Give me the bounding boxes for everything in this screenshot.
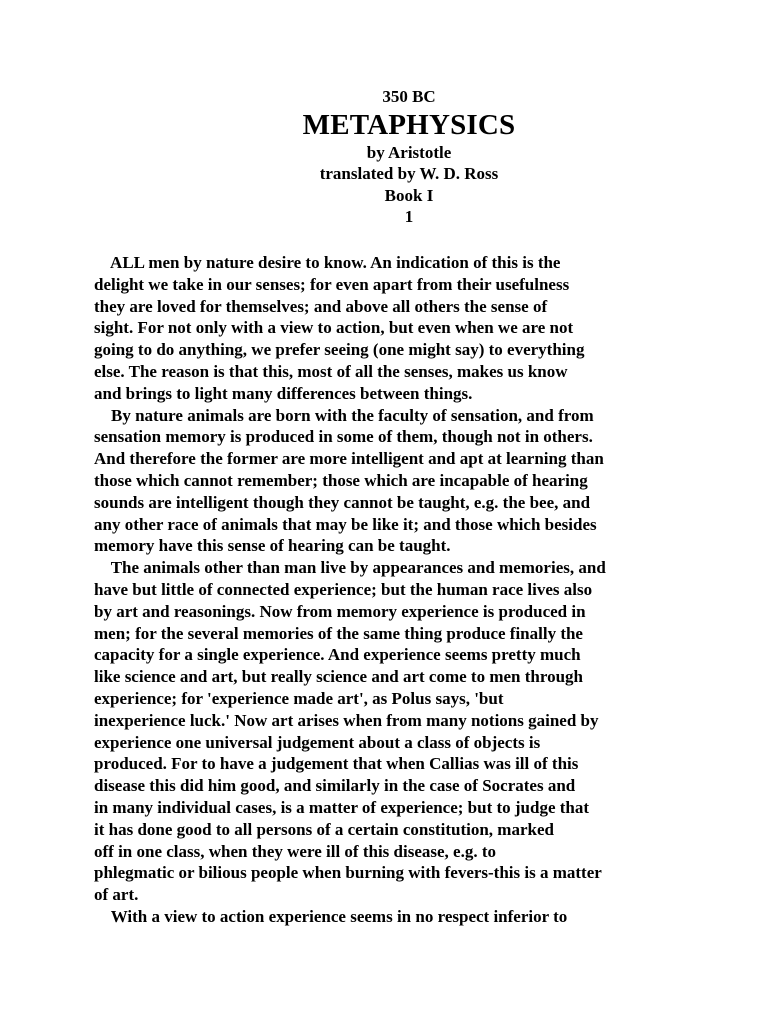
chapter-number: 1 [404, 207, 414, 226]
text-line: by art and reasonings. Now from memory experience is produced in [94, 601, 586, 621]
text-line: men; for the several memories of the same thing produce finally the [94, 623, 583, 643]
text-line: sounds are intelligent though they cannot be taught, e.g. the bee, and [94, 492, 591, 512]
text-line: sensation memory is produced in some of them, though not in others. [94, 427, 593, 447]
text-line: capacity for a single experience. And experience seems pretty much [94, 645, 581, 665]
text-line: With a view to action experience seems in no respect inferior to [94, 906, 568, 926]
text-line: disease this did him good, and similarly in the case of Socrates and [94, 776, 576, 796]
text-line: else. The reason is that this, most of all the senses, makes us know [94, 361, 568, 381]
text-line: delight we take in our senses; for even apart from their usefulness [94, 274, 570, 294]
text-line: experience; for 'experience made art', as Polus says, 'but [94, 688, 504, 708]
text-line: any other race of animals that may be like it; and those which besides [94, 514, 597, 534]
body-text [94, 252, 674, 928]
text-line: in many individual cases, is a matter of experience; but to judge that [94, 797, 590, 817]
document-header [0, 86, 768, 228]
text-line: going to do anything, we prefer seeing (one might say) to everything [94, 340, 585, 360]
translator-line: translated by W. D. Ross [319, 164, 499, 183]
text-line: ALL men by nature desire to know. An indication of this is the [94, 253, 561, 272]
text-line: of art. [94, 885, 139, 905]
text-line: it has done good to all persons of a certain constitution, marked [94, 819, 554, 839]
text-line: The animals other than man live by appearances and memories, and [94, 558, 606, 578]
text-line: sight. For not only with a view to action, but even when we are not [94, 318, 574, 338]
text-line: like science and art, but really science and art come to men through [94, 667, 584, 687]
text-line: memory have this sense of hearing can be taught. [94, 536, 451, 556]
date-line: 350 BC [382, 87, 436, 106]
text-line: they are loved for themselves; and above all others the sense of [94, 296, 548, 316]
text-line: those which cannot remember; those which are incapable of hearing [94, 470, 588, 490]
text-line: experience one universal judgement about a class of objects is [94, 732, 541, 752]
text-line: By nature animals are born with the faculty of sensation, and from [94, 405, 594, 425]
text-line: And therefore the former are more intelligent and apt at learning than [94, 449, 604, 469]
text-line: off in one class, when they were ill of this disease, e.g. to [94, 841, 496, 861]
text-line: phlegmatic or bilious people when burning with fevers-this is a matter [94, 863, 602, 883]
document-title: METAPHYSICS [302, 108, 516, 141]
text-line: inexperience luck.' Now art arises when from many notions gained by [94, 710, 599, 730]
author-line: by Aristotle [366, 142, 452, 162]
text-line: have but little of connected experience; but the human race lives also [94, 579, 593, 599]
text-line: produced. For to have a judgement that when Callias was ill of this [94, 754, 579, 774]
text-line: and brings to light many differences between things. [94, 383, 473, 403]
book-heading: Book I [384, 185, 434, 205]
